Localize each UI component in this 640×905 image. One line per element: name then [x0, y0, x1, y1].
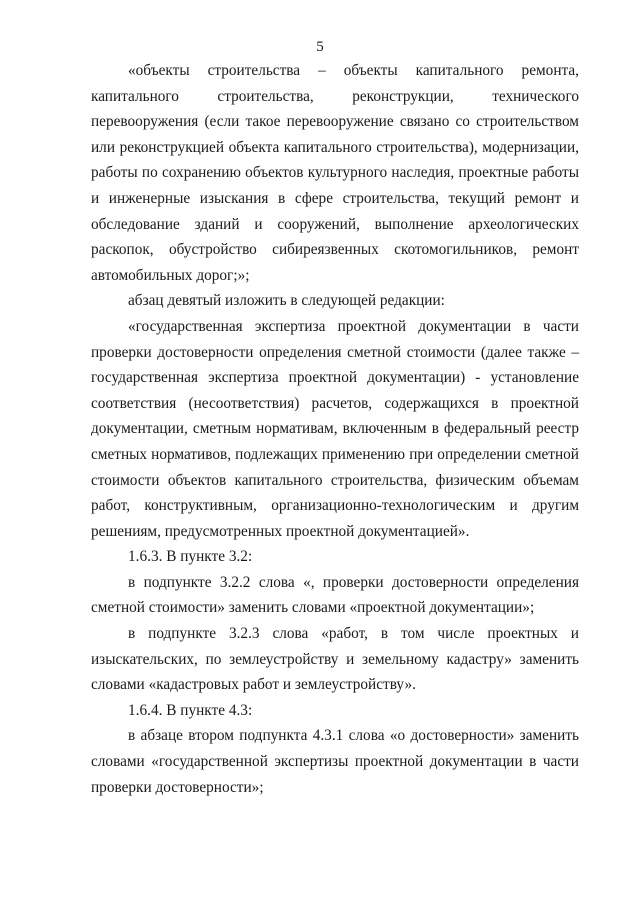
paragraph-subclause-3-2-3: в подпункте 3.2.3 слова «работ, в том числе проектных и изыскательских, по землеустройству и земельному кадастру» заменить словами «кадастровых работ и землеустройству». — [91, 625, 579, 694]
paragraph-section-1-6-4: 1.6.4. В пункте 4.3: — [128, 701, 253, 719]
paragraph-definition-construction-objects: «объекты строительства – объекты капитального ремонта, капитального строительства, реконструкции, технического перевооружения (если такое перевооружение связано со строительством или реконструкцией объекта капитального строительства), модернизации, работы по сохранению объектов культурного наследия, проектные работы и инженерные изыскания в сфере строительства, текущий ремонт и обследование зданий и сооружений, выполнение археологических раскопок, обустройство сибиреязвенных скотомогильников, ремонт автомобильных дорог;»; — [91, 62, 579, 284]
document-body — [91, 58, 579, 800]
paragraph-amend-ninth-clause: абзац девятый изложить в следующей редакции: — [128, 292, 445, 310]
page-number: 5 — [316, 39, 324, 55]
paragraph-subclause-4-3-1: в абзаце втором подпункта 4.3.1 слова «о достоверности» заменить словами «государственной экспертизы проектной документации в части проверки достоверности»; — [91, 727, 579, 796]
paragraph-subclause-3-2-2: в подпункте 3.2.2 слова «, проверки достоверности определения сметной стоимости» заменить словами «проектной документации»; — [91, 573, 579, 617]
paragraph-definition-state-expertise: «государственная экспертиза проектной документации в части проверки достоверности определения сметной стоимости (далее также – государственная экспертиза проектной документации) - установление соответствия (несоответствия) расчетов, содержащихся в проектной документации, сметным нормативам, включенным в федеральный реестр сметных нормативов, подлежащих применению при определении сметной стоимости объектов капитального строительства, физическим объемам работ, конструктивным, организационно-технологическим и другим решениям, предусмотренных проектной документацией». — [91, 317, 579, 540]
paragraph-section-1-6-3: 1.6.3. В пункте 3.2: — [128, 548, 253, 566]
